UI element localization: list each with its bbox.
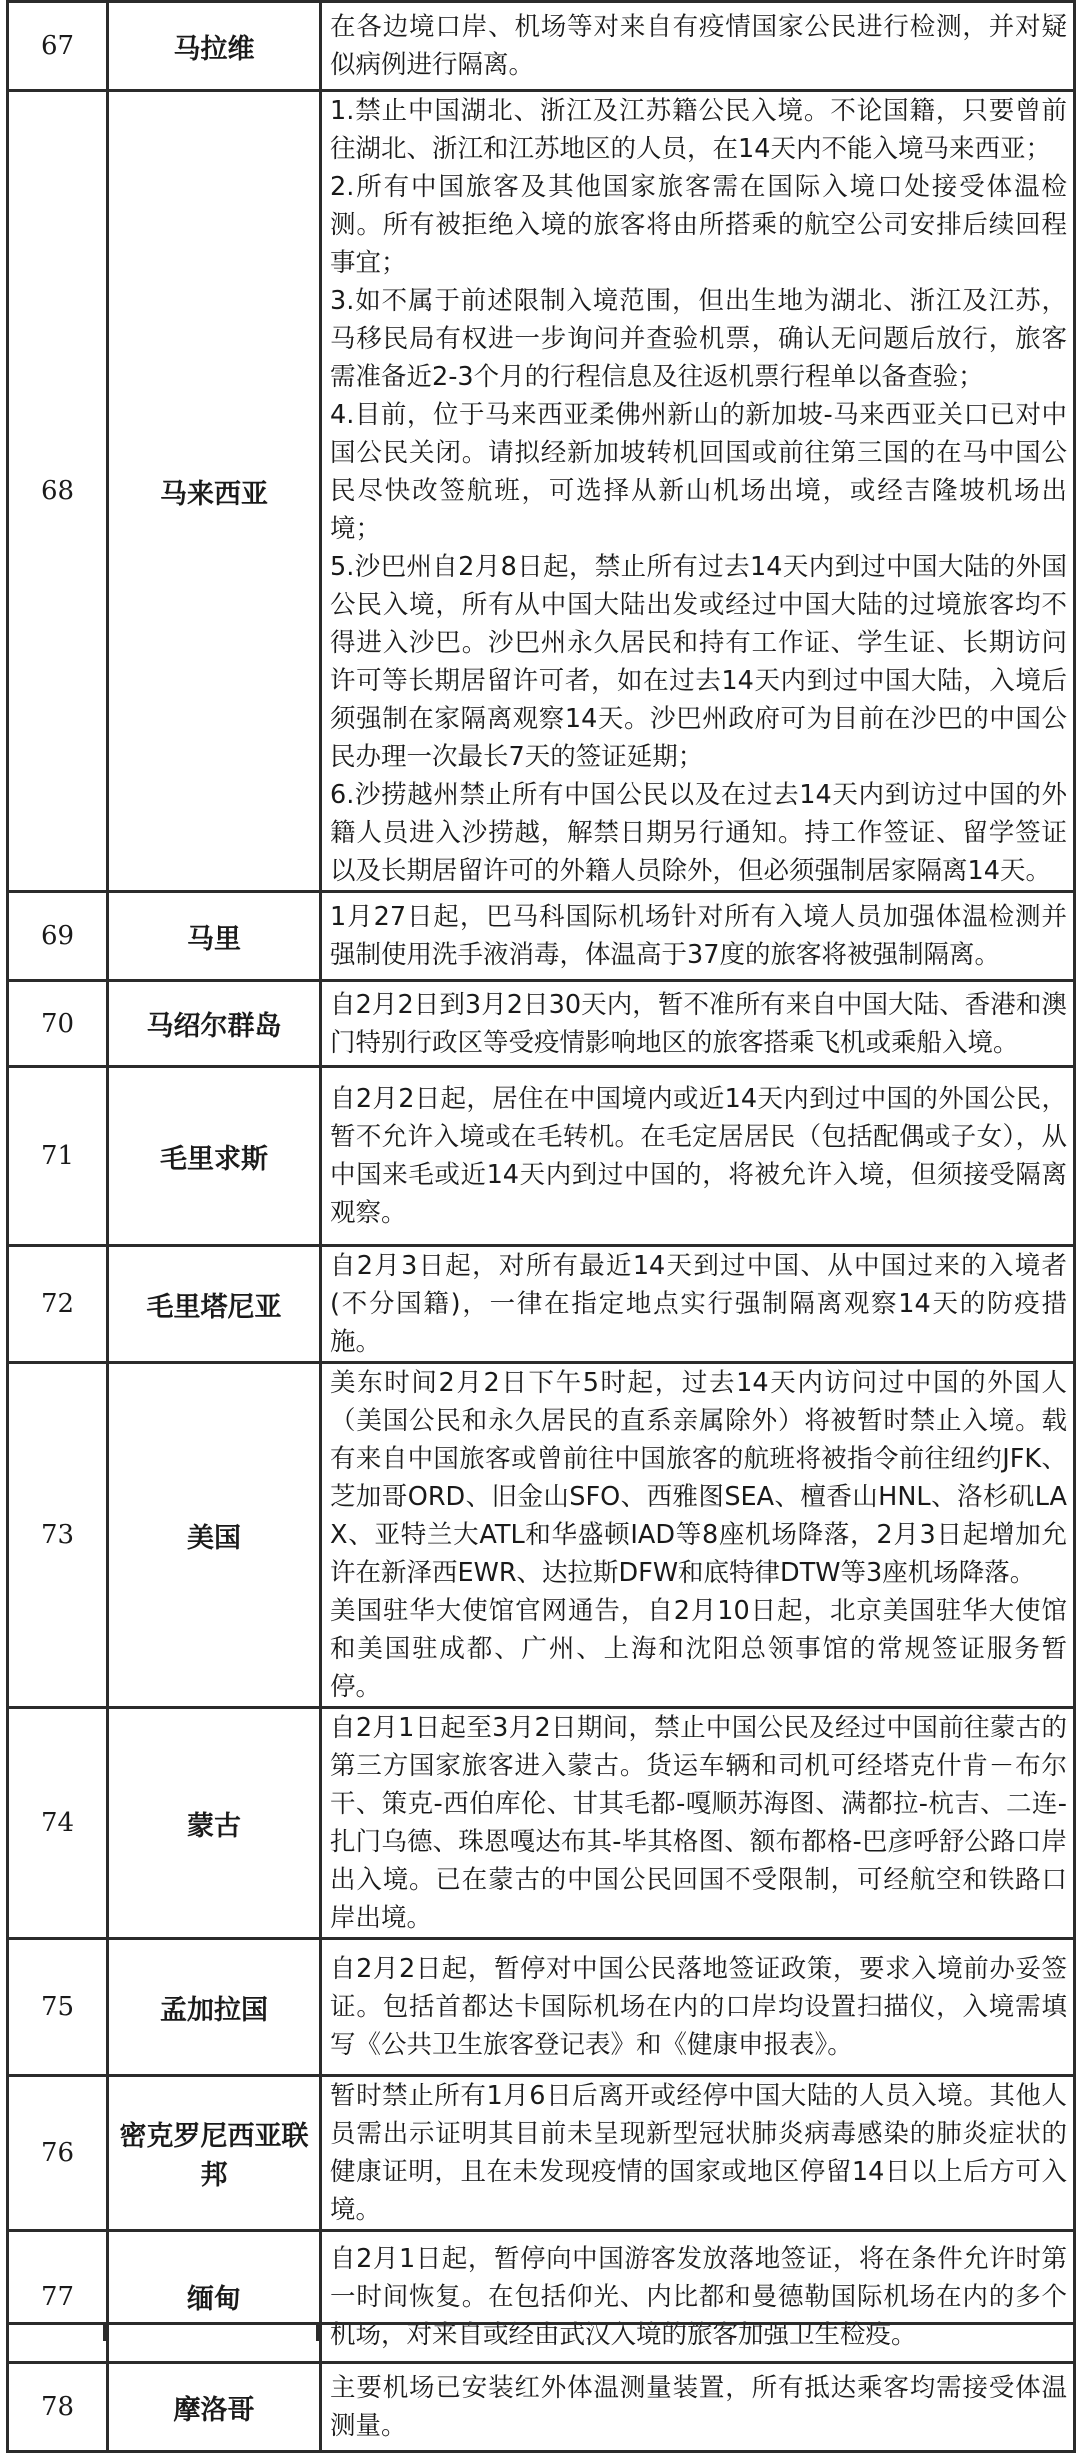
policy-text <box>321 2231 1075 2363</box>
policy-paragraph: 美东时间2月2日下午5时起，过去14天内访问过中国的外国人（美国公民和永久居民的直系亲属除外）将被暂时禁止入境。载有来自中国旅客或曾前往中国旅客的航班将被指令前往纽约JFK、芝加哥ORD、旧金山SFO、西雅图SEA、檀香山HNL、洛杉矶LAX、亚特兰大ATL和华盛顿IAD等8座机场降落，2月3日起增加允许在新泽西EWR、达拉斯DFW和底特律DTW等3座机场降落。 <box>330 1368 1067 1588</box>
policy-paragraph: 自2月2日到3月2日30天内，暂不准所有来自中国大陆、香港和澳门特别行政区等受疫情影响地区的旅客搭乘飞机或乘船入境。 <box>330 989 1067 1058</box>
row-number: 75 <box>8 1939 108 2076</box>
row-number: 74 <box>8 1708 108 1939</box>
table-row <box>8 1363 1075 1708</box>
policy-text <box>321 1939 1075 2076</box>
row-number: 77 <box>8 2231 108 2363</box>
table-row <box>8 1708 1075 1939</box>
country-name: 蒙古 <box>108 1708 321 1939</box>
country-name: 密克罗尼西亚联邦 <box>108 2076 321 2231</box>
policy-paragraph: 自2月2日起，居住在中国境内或近14天内到过中国的外国公民，暂不允许入境或在毛转机。在毛定居居民（包括配偶或子女），从中国来毛或近14天内到过中国的，将被允许入境，但须接受隔离观察。 <box>330 1084 1067 1228</box>
country-name: 毛里求斯 <box>108 1067 321 1246</box>
table-row-cut-off <box>6 2322 1076 2338</box>
table-row <box>8 1939 1075 2076</box>
policy-text <box>321 1067 1075 1246</box>
policy-paragraph: 5.沙巴州自2月8日起，禁止所有过去14天内到过中国大陆的外国公民入境，所有从中国大陆出发或经过中国大陆的过境旅客均不得进入沙巴。沙巴州永久居民和持有工作证、学生证、长期访问许可等长期居留许可者，如在过去14天内到过中国大陆，入境后须强制在家隔离观察14天。沙巴州政府可为目前在沙巴的中国公民办理一次最长7天的签证延期； <box>330 552 1067 772</box>
policy-paragraph: 1.禁止中国湖北、浙江及江苏籍公民入境。不论国籍，只要曾前往湖北、浙江和江苏地区的人员，在14天内不能入境马来西亚； <box>330 96 1067 164</box>
table-row <box>8 2231 1075 2363</box>
country-name: 马拉维 <box>108 2 321 91</box>
policy-paragraph: 暂时禁止所有1月6日后离开或经停中国大陆的人员入境。其他人员需出示证明其目前未呈现新型冠状肺炎病毒感染的肺炎症状的健康证明，且在未发现疫情的国家或地区停留14日以上后方可入境。 <box>330 2081 1067 2225</box>
country-name: 马来西亚 <box>108 91 321 892</box>
entry-policy-table <box>6 0 1076 2453</box>
policy-paragraph: 在各边境口岸、机场等对来自有疫情国家公民进行检测，并对疑似病例进行隔离。 <box>330 12 1067 80</box>
policy-text <box>321 892 1075 981</box>
policy-text <box>321 1246 1075 1363</box>
table-row <box>8 2363 1075 2452</box>
table-row <box>8 2 1075 91</box>
country-name: 马绍尔群岛 <box>108 981 321 1067</box>
table-row <box>8 892 1075 981</box>
country-name: 马里 <box>108 892 321 981</box>
policy-text <box>321 1708 1075 1939</box>
row-number: 68 <box>8 91 108 892</box>
table-row <box>8 2076 1075 2231</box>
row-number: 71 <box>8 1067 108 1246</box>
country-name: 缅甸 <box>108 2231 321 2363</box>
policy-paragraph: 2.所有中国旅客及其他国家旅客需在国际入境口处接受体温检测。所有被拒绝入境的旅客将由所搭乘的航空公司安排后续回程事宜； <box>330 172 1067 278</box>
policy-text <box>321 91 1075 892</box>
policy-paragraph: 自2月1日起，暂停向中国游客发放落地签证，将在条件允许时第一时间恢复。在包括仰光、内比都和曼德勒国际机场在内的多个机场，对来自或经由武汉入境的旅客加强卫生检疫。 <box>330 2243 1067 2350</box>
policy-paragraph: 主要机场已安装红外体温测量装置，所有抵达乘客均需接受体温测量。 <box>330 2373 1067 2441</box>
table-row <box>8 91 1075 892</box>
policy-text <box>321 2076 1075 2231</box>
policy-text <box>321 2363 1075 2452</box>
policy-paragraph: 3.如不属于前述限制入境范围，但出生地为湖北、浙江及江苏，马移民局有权进一步询问并查验机票，确认无问题后放行，旅客需准备近2-3个月的行程信息及往返机票行程单以备查验； <box>330 286 1067 392</box>
policy-paragraph: 4.目前，位于马来西亚柔佛州新山的新加坡-马来西亚关口已对中国公民关闭。请拟经新加坡转机回国或前往第三国的在马中国公民尽快改签航班，可选择从新山机场出境，或经吉隆坡机场出境； <box>330 400 1067 544</box>
country-name: 摩洛哥 <box>108 2363 321 2452</box>
policy-paragraph: 自2月2日起，暂停对中国公民落地签证政策，要求入境前办妥签证。包括首都达卡国际机场在内的口岸均设置扫描仪，入境需填写《公共卫生旅客登记表》和《健康申报表》。 <box>330 1954 1067 2060</box>
table-row <box>8 981 1075 1067</box>
table-row <box>8 1067 1075 1246</box>
policy-text <box>321 1363 1075 1708</box>
row-number: 72 <box>8 1246 108 1363</box>
policy-paragraph: 1月27日起，巴马科国际机场针对所有入境人员加强体温检测并强制使用洗手液消毒，体温高于37度的旅客将被强制隔离。 <box>330 902 1067 970</box>
policy-paragraph: 自2月1日起至3月2日期间，禁止中国公民及经过中国前往蒙古的第三方国家旅客进入蒙古。货运车辆和司机可经塔克什肯－布尔干、策克-西伯库伦、甘其毛都-嘎顺苏海图、满都拉-杭吉、二连-扎门乌德、珠恩嘎达布其-毕其格图、额布都格-巴彦呼舒公路口岸出入境。已在蒙古的中国公民回国不受限制，可经航空和铁路口岸出境。 <box>330 1713 1067 1933</box>
row-number: 67 <box>8 2 108 91</box>
row-number: 76 <box>8 2076 108 2231</box>
row-number: 73 <box>8 1363 108 1708</box>
policy-text <box>321 2 1075 91</box>
row-number: 70 <box>8 981 108 1067</box>
policy-paragraph: 自2月3日起，对所有最近14天到过中国、从中国过来的入境者(不分国籍)，一律在指定地点实行强制隔离观察14天的防疫措施。 <box>330 1251 1067 1357</box>
row-number: 69 <box>8 892 108 981</box>
country-name: 毛里塔尼亚 <box>108 1246 321 1363</box>
country-name: 美国 <box>108 1363 321 1708</box>
row-number: 78 <box>8 2363 108 2452</box>
table-row <box>8 1246 1075 1363</box>
policy-paragraph: 美国驻华大使馆官网通告，自2月10日起，北京美国驻华大使馆和美国驻成都、广州、上海和沈阳总领事馆的常规签证服务暂停。 <box>330 1596 1067 1702</box>
policy-paragraph: 6.沙捞越州禁止所有中国公民以及在过去14天内到访过中国的外籍人员进入沙捞越，解禁日期另行通知。持工作签证、留学签证以及长期居留许可的外籍人员除外，但必须强制居家隔离14天。 <box>330 780 1067 886</box>
country-name: 孟加拉国 <box>108 1939 321 2076</box>
policy-text <box>321 981 1075 1067</box>
